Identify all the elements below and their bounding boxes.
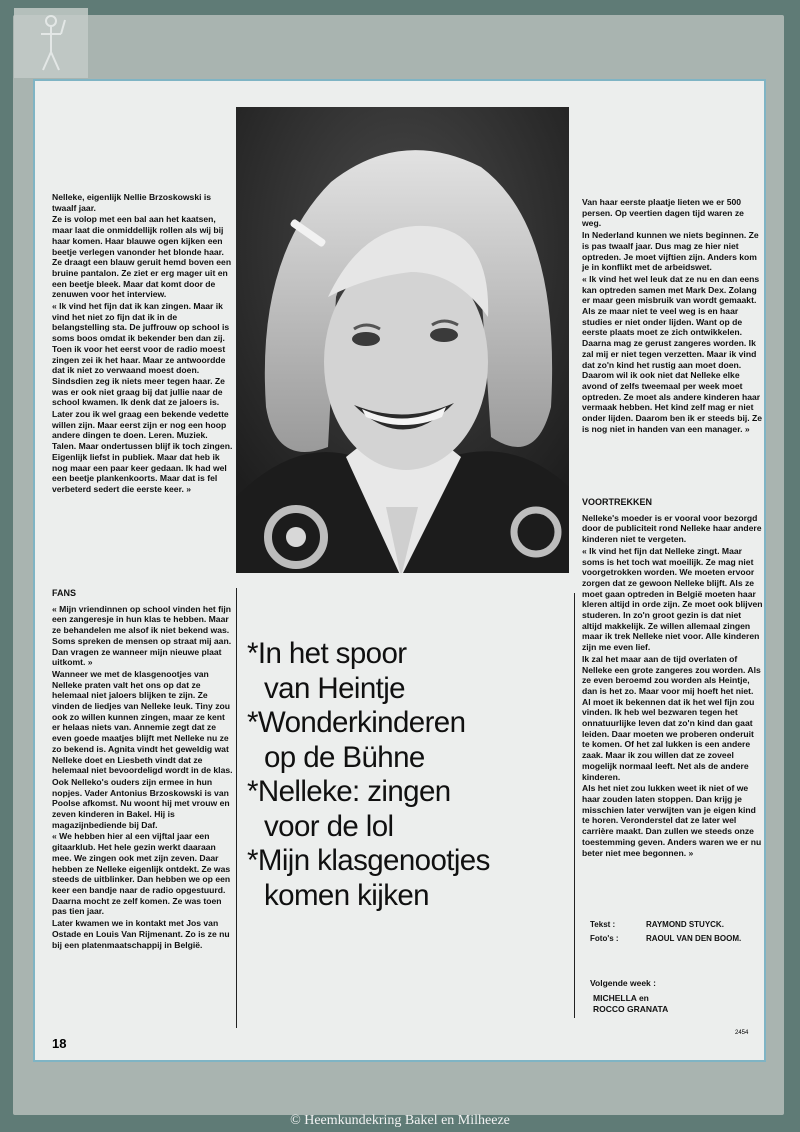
article-column-right-top [582, 197, 763, 435]
portrait-photo [236, 107, 569, 573]
paragraph: In Nederland kunnen we niets beginnen. Ze is pas twaalf jaar. Dus mag ze hier niet optreden. Je moet vijftien zijn. Anders kom je in konflikt met de arbeidswet. [582, 230, 759, 273]
paragraph: Wanneer we met de klasgenootjes van Nelleke praten valt het ons op dat ze helemaal niet jaloers blijken te zijn. Ze vinden de liedjes van Nelleke leuk. Tiny zou ook zo willen kunnen zingen, maar ze kent er helaas niets van. Annemie zegt dat ze even goede maatjes blijft met Nelleke nu ze zo bekend is. Agnita vindt het geweldig wat Nelleke doet en Liesbeth vindt dat ze helemaal niet bevoordeligd wordt in de klas. [52, 668, 233, 776]
next-week-name: MICHELLA en [593, 992, 649, 1003]
article-column-right-bottom [582, 497, 763, 859]
credit-label: Foto's : [590, 934, 619, 943]
next-week-name: ROCCO GRANATA [593, 1004, 669, 1014]
headline-line: van Heintje [264, 671, 405, 705]
paragraph: Nelleke, eigenlijk Nellie Brzoskowski is twaalf jaar. [52, 192, 212, 213]
paragraph: « Ik vind het fijn dat Nelleke zingt. Maar soms is het toch wat moeilijk. Ze mag niet voorgetrokken worden. We moeten ervoor zorgen dat ze gewoon Nelleke blijft. Als ze moet gaan optreden in België moeten haar kleren altijd in orde zijn. Ze moet ook blijven studeren. In zo'n groot gezin is dat niet altijd makkelijk. Ze willen allemaal zingen maar ik trek Nelleke niet voor. Alle kinderen zijn me even lief. [582, 545, 763, 653]
next-week [590, 978, 760, 1016]
paragraph: Later zou ik wel graag een bekende vedette willen zijn. Maar eerst zijn er nog een hoop andere dingen te doen. Leren. Muziek. Talen. Maar ondertussen blijf ik toch zingen. Eigenlijk liefst in publiek. Maar dat heb ik nog maar een paar keer gedaan. Ik had wel een beetje plankenkoorts. Maar dat is fel verbeterd sedert die eerste keer. » [52, 409, 233, 494]
headline-line: *In het spoor [247, 637, 407, 670]
heemkundekring-logo [14, 8, 88, 78]
article-column-left-bottom [52, 588, 233, 951]
section-heading-fans: FANS [52, 588, 77, 598]
credit-label: Tekst : [590, 920, 616, 929]
headline-line: voor de lol [264, 809, 394, 843]
headline-line: komen kijken [264, 878, 429, 912]
column-divider-right [574, 593, 575, 1018]
headline-line: *Wonderkinderen [247, 706, 466, 739]
headline-block [247, 637, 567, 913]
paragraph: Als het niet zou lukken weet ik niet of we haar zouden laten stoppen. Dan krijg je misschien later verwijten van je eigen kind te horen. Veronderstel dat ze later wel carrière maakt. Dan zullen we steeds onze toestemming geven. Anders waren we er nu beter niet mee begonnen. » [582, 783, 762, 858]
magazine-clipping [33, 79, 766, 1062]
paragraph: Nelleke's moeder is er vooral voor bezorgd door de publiciteit rond Nelleke haar andere kinderen niet te vergeten. [582, 512, 762, 545]
paragraph: « Mijn vriendinnen op school vinden het fijn een zangeresje in hun klas te hebben. Maar ze behandelen me alsof ik niet bekend was. Soms spreken de mensen op straat mij aan. Dan vragen ze wanneer mijn nieuwe plaat uitkomt. » [52, 603, 232, 668]
paragraph: Van haar eerste plaatje lieten we er 500 persen. Op veertien dagen tijd waren ze weg. [582, 197, 744, 229]
credit-photographer: RAOUL VAN DEN BOOM. [646, 934, 742, 943]
paragraph: Later kwamen we in kontakt met Jos van Ostade en Louis Van Rijmenant. Zo is ze nu bij een platenmaatschappij in België. [52, 918, 230, 950]
credit-author: RAYMOND STUYCK. [646, 920, 724, 929]
paragraph: « Ik vind het wel leuk dat ze nu en dan eens kan optreden samen met Mark Dex. Zolang er maar geen misbruik van wordt gemaakt. Als ze maar niet te veel weg is en haar studies er niet onder lijden. Want op de eerste plaats moet ze zich ontwikkelen. Daarna mag ze gerust zangeres worden. Ik zal mij er niet tegen verzetten. Maar ik vind dat zo'n kind het rustig aan moet doen. Daarom wil ik ook niet dat Nelleke elke avond of zelfs tweemaal per week moet optreden. Ze moet als andere kinderen haar vermaak hebben. Het kind zelf mag er niet onder lijden. Daarom ben ik er steeds bij. Ze is nog niet in handen van een manager. » [582, 273, 763, 434]
article-column-left-top [52, 192, 233, 496]
paragraph: Ik zal het maar aan de tijd overlaten of Nelleke een grote zangeres zou worden. Als ze even beroemd zou worden als Heintje, dan is het zo. Maar voor mij hoeft het niet. Al moet ik bekennen dat ik het wel fijn zou vinden. Ik heb wel bezwaren tegen het onnatuurlijke leven dat zo'n kind dan gaat leiden. Daar moeten we proberen onderuit te komen. Of het zal lukken is een andere zaak. Maar ik zou willen dat ze zoveel mogelijk normaal leeft. Net als de andere kinderen. [582, 653, 761, 782]
print-code: 2454 [735, 1030, 749, 1036]
headline-line: op de Bühne [264, 740, 425, 774]
footer-credit: © Heemkundekring Bakel en Milheeze [290, 1113, 510, 1128]
headline-line: *Mijn klasgenootjes [247, 844, 490, 877]
figure-logo-icon [29, 12, 73, 74]
credits [590, 918, 760, 946]
section-heading-voortrekken: VOORTREKKEN [582, 497, 653, 507]
paragraph: « Ik vind het fijn dat ik kan zingen. Maar ik vind het niet zo fijn dat ik in de belangstelling sta. De juffrouw op school is soms boos omdat ik bekender ben dan zij. Toen ik voor het eerst voor de radio moest zingen zei ik het haar. Maar ze antwoordde dat ik niet zo verwaand moest doen. Sindsdien zeg ik niets meer tegen haar. Ze was er ook niet graag bij dat jullie naar de school kwamen. Ik denk dat ze jaloers is. [52, 301, 230, 408]
paragraph: Ook Nelleko's ouders zijn ermee in hun nopjes. Vader Antonius Brzoskowski is van Poolse afkomst. Nu woont hij met vrouw en zeven kinderen in Bakel. Hij is magazijnbediende bij Daf. [52, 776, 230, 830]
paragraph: « We hebben hier al een vijftal jaar een gitaarklub. Het hele gezin werkt daaraan mee. We zingen ook met zijn zeven. Daar hebben ze Nelleke eigenlijk ontdekt. Ze was steeds de uitblinker. Dan hebben we op een keer een bandje naar de radio opgestuurd. Daarna mocht ze zelf komen. Ze was toen pas tien jaar. [52, 831, 231, 917]
headline-line: *Nelleke: zingen [247, 775, 451, 808]
paragraph: Ze is volop met een bal aan het kaatsen, maar laat die onmiddellijk rollen als wij bij haar komen. Haar blauwe ogen kijken een beetje verlegen vanonder het blonde haar. Ze draagt een blauw geruit hemd boven een bruine pantalon. Ze ziet er erg mager uit en een beetje bleek. Maar dat komt door de zenuwen voor het interview. [52, 214, 232, 300]
page-number: 18 [52, 1036, 67, 1051]
column-divider-left [236, 588, 237, 1028]
next-week-label: Volgende week : [590, 978, 656, 988]
